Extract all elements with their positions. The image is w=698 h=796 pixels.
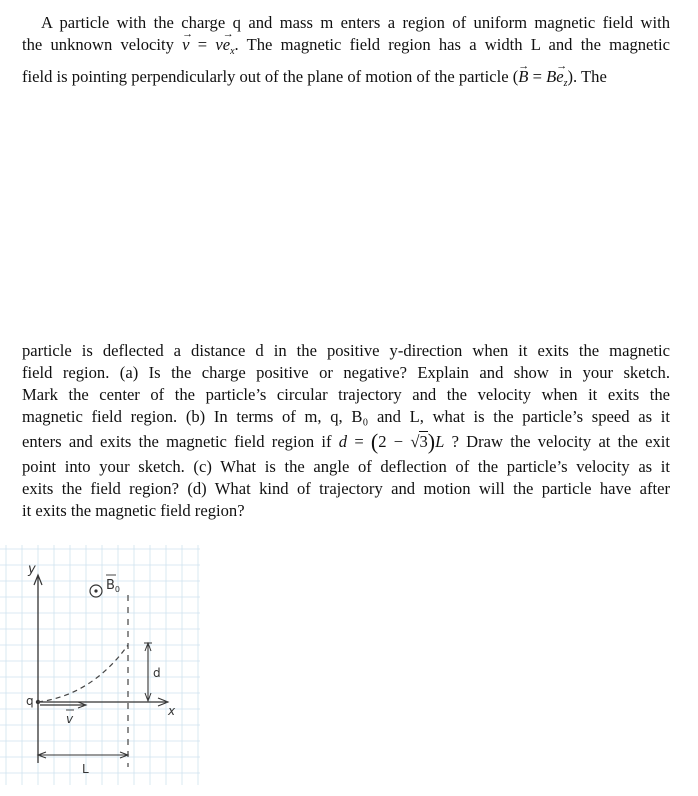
p1-line-1: A particle with the charge q and mass m enters a region of uniform magnetic field with <box>41 13 670 32</box>
p2-line-8: it exits the magnetic field region? <box>22 501 245 520</box>
p2-l5-equals: = <box>347 432 371 451</box>
sqrt-three: 3 <box>419 432 428 451</box>
p1-l3-sub-z: z <box>563 78 568 89</box>
p2-l5-L: L <box>435 432 445 451</box>
deflection-label: d <box>153 666 161 680</box>
width-label: L <box>82 762 89 776</box>
p2-l5-text-b: ? Draw the velocity at the exit <box>451 432 671 451</box>
p2-line-7: exits the field region? (d) What kind of trajectory and motion will the particle have after <box>22 479 670 498</box>
problem-paragraph-2 <box>22 340 670 522</box>
p2-line-6: point into your sketch. (c) What is the angle of deflection of the particle’s velocity as it <box>22 457 670 476</box>
p1-l2-equals: = <box>189 35 216 54</box>
unit-vector-ex: → e <box>223 34 230 56</box>
p2-line-5 <box>22 431 670 453</box>
p2-line-1: particle is deflected a distance d in the positive y-direction when it exits the magnetic <box>22 341 670 360</box>
right-paren: ) <box>427 429 436 454</box>
p1-line-2 <box>22 34 670 63</box>
sqrt-symbol: √ <box>410 432 420 451</box>
p1-l3-equals: = <box>528 67 547 86</box>
p1-l2-sub-x: x <box>230 46 235 57</box>
p2-l5-d: d <box>338 432 348 451</box>
p1-l3-text-a: field is pointing perpendicularly out of the plane of motion of the particle ( <box>22 67 519 86</box>
p1-l3-B: B <box>546 67 557 86</box>
p2-line-2: field region. (a) Is the charge positive or negative? Explain and show in your sketch. <box>22 363 670 382</box>
trajectory-arc <box>38 645 128 702</box>
p2-l5-text-a: enters and exits the magnetic field region if <box>22 432 332 451</box>
p2-l5-two: 2 − <box>378 432 411 451</box>
p1-line-3 <box>22 66 670 95</box>
velocity-label: v <box>66 712 74 726</box>
field-vector-symbol: → B <box>518 66 528 88</box>
x-axis-label: x <box>168 704 176 718</box>
p1-l2-text-b: . The magnetic field region has a width L and the magnetic <box>234 35 670 54</box>
field-label: $B_0$ <box>106 578 121 594</box>
p1-l2-text-a: the unknown velocity <box>22 35 174 54</box>
velocity-vector-symbol: → v <box>182 34 189 56</box>
p1-l2-v: v <box>215 35 223 54</box>
p2-line-3: Mark the center of the particle’s circular trajectory and the velocity when it exits the <box>22 385 670 404</box>
p2-line-4: magnetic field region. (b) In terms of m, q, B₀ and L, what is the particle’s speed as it <box>22 407 670 426</box>
left-paren: ( <box>370 429 379 454</box>
field-dot <box>94 589 97 592</box>
graph-paper-grid <box>0 545 200 785</box>
y-axis-label: y <box>28 562 36 577</box>
problem-paragraph-1 <box>22 12 670 95</box>
charge-label: q <box>26 694 34 708</box>
unit-vector-ez: → e <box>556 66 563 88</box>
p1-l3-text-b: ). The <box>567 67 607 86</box>
hand-drawn-sketch <box>0 545 200 785</box>
